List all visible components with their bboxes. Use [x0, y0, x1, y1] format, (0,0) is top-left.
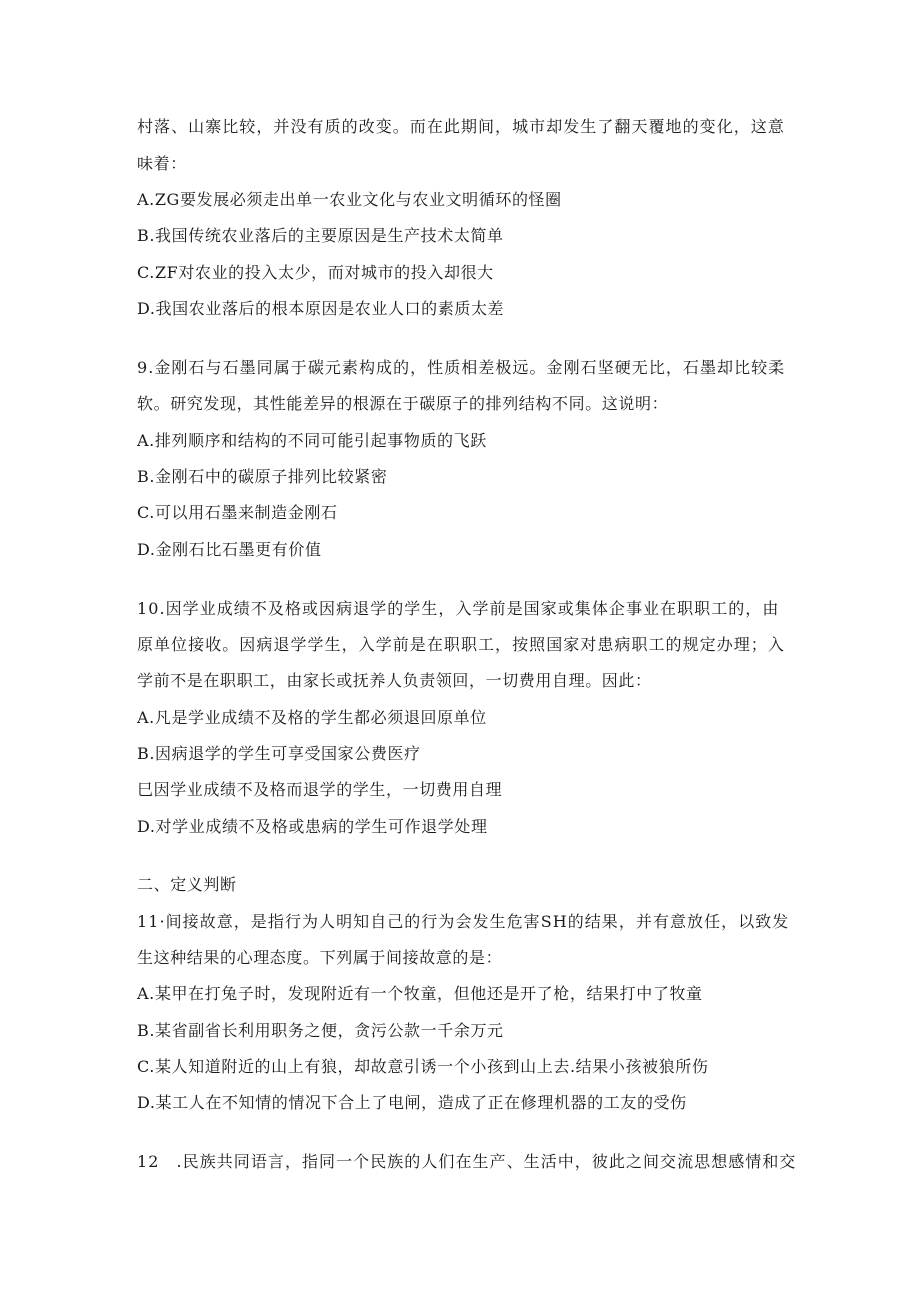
- q11-option-c: C.某人知道附近的山上有狼，却故意引诱一个小孩到山上去.结果小孩被狼所伤: [137, 1057, 709, 1076]
- q8-option-a: A.ZG要发展必须走出单一农业文化与农业文明循环的怪圈: [137, 190, 562, 209]
- q9-stem-line-1: 9.金刚石与石墨同属于碳元素构成的，性质相差极远。金刚石坚硬无比，石墨却比较柔: [137, 358, 786, 377]
- q11-option-b: B.某省副省长利用职务之便，贪污公款一千余万元: [137, 1021, 504, 1040]
- q9-option-a: A.排列顺序和结构的不同可能引起事物质的飞跃: [137, 431, 487, 450]
- q10-option-c: 巳因学业成绩不及格而退学的学生，一切费用自理: [137, 780, 503, 799]
- q9-stem-line-2: 软。研究发现，其性能差异的根源在于碳原子的排列结构不同。这说明：: [137, 394, 669, 413]
- q9-option-b: B.金刚石中的碳原子排列比较紧密: [137, 467, 388, 486]
- section-2-title: 二、定义判断: [137, 875, 237, 894]
- q10-stem-line-2: 原单位接收。因病退学学生，入学前是在职职工，按照国家对患病职工的规定办理；入: [137, 635, 785, 654]
- q8-option-b: B.我国传统农业落后的主要原因是生产技术太简单: [137, 226, 504, 245]
- q10-option-b: B.因病退学的学生可享受国家公费医疗: [137, 744, 421, 763]
- q10-option-d: D.对学业成绩不及格或患病的学生可作退学处理: [137, 817, 488, 836]
- q11-stem-line-1: 11·间接故意，是指行为人明知自己的行为会发生危害SH的结果，并有意放任，以致发: [137, 912, 790, 931]
- q8-option-c: C.ZF对农业的投入太少，而对城市的投入却很大: [137, 263, 494, 282]
- q9-option-c: C.可以用石墨来制造金刚石: [137, 503, 338, 522]
- q11-stem-line-2: 生这种结果的心理态度。下列属于间接故意的是：: [137, 948, 503, 967]
- q8-stem-line-1: 村落、山寨比较，并没有质的改变。而在此期间，城市却发生了翻天覆地的变化，这意: [137, 117, 785, 136]
- q10-stem-line-1: 10.因学业成绩不及格或因病退学的学生，入学前是国家或集体企事业在职职工的，由: [137, 599, 780, 618]
- q8-stem-line-2: 味着：: [137, 154, 187, 173]
- q10-option-a: A.凡是学业成绩不及格的学生都必须退回原单位: [137, 708, 487, 727]
- q12-stem-line-1: 12 .民族共同语言，指同一个民族的人们在生产、生活中，彼此之间交流思想感情和交: [137, 1152, 797, 1171]
- q11-option-d: D.某工人在不知情的情况下合上了电闸，造成了正在修理机器的工友的受伤: [137, 1093, 687, 1112]
- q9-option-d: D.金刚石比石墨更有价值: [137, 540, 322, 559]
- q8-option-d: D.我国农业落后的根本原因是农业人口的素质太差: [137, 299, 505, 318]
- q11-option-a: A.某甲在打兔子时，发现附近有一个牧童，但他还是开了枪，结果打中了牧童: [137, 984, 703, 1003]
- q10-stem-line-3: 学前不是在职职工，由家长或抚养人负责领回，一切费用自理。因此：: [137, 671, 652, 690]
